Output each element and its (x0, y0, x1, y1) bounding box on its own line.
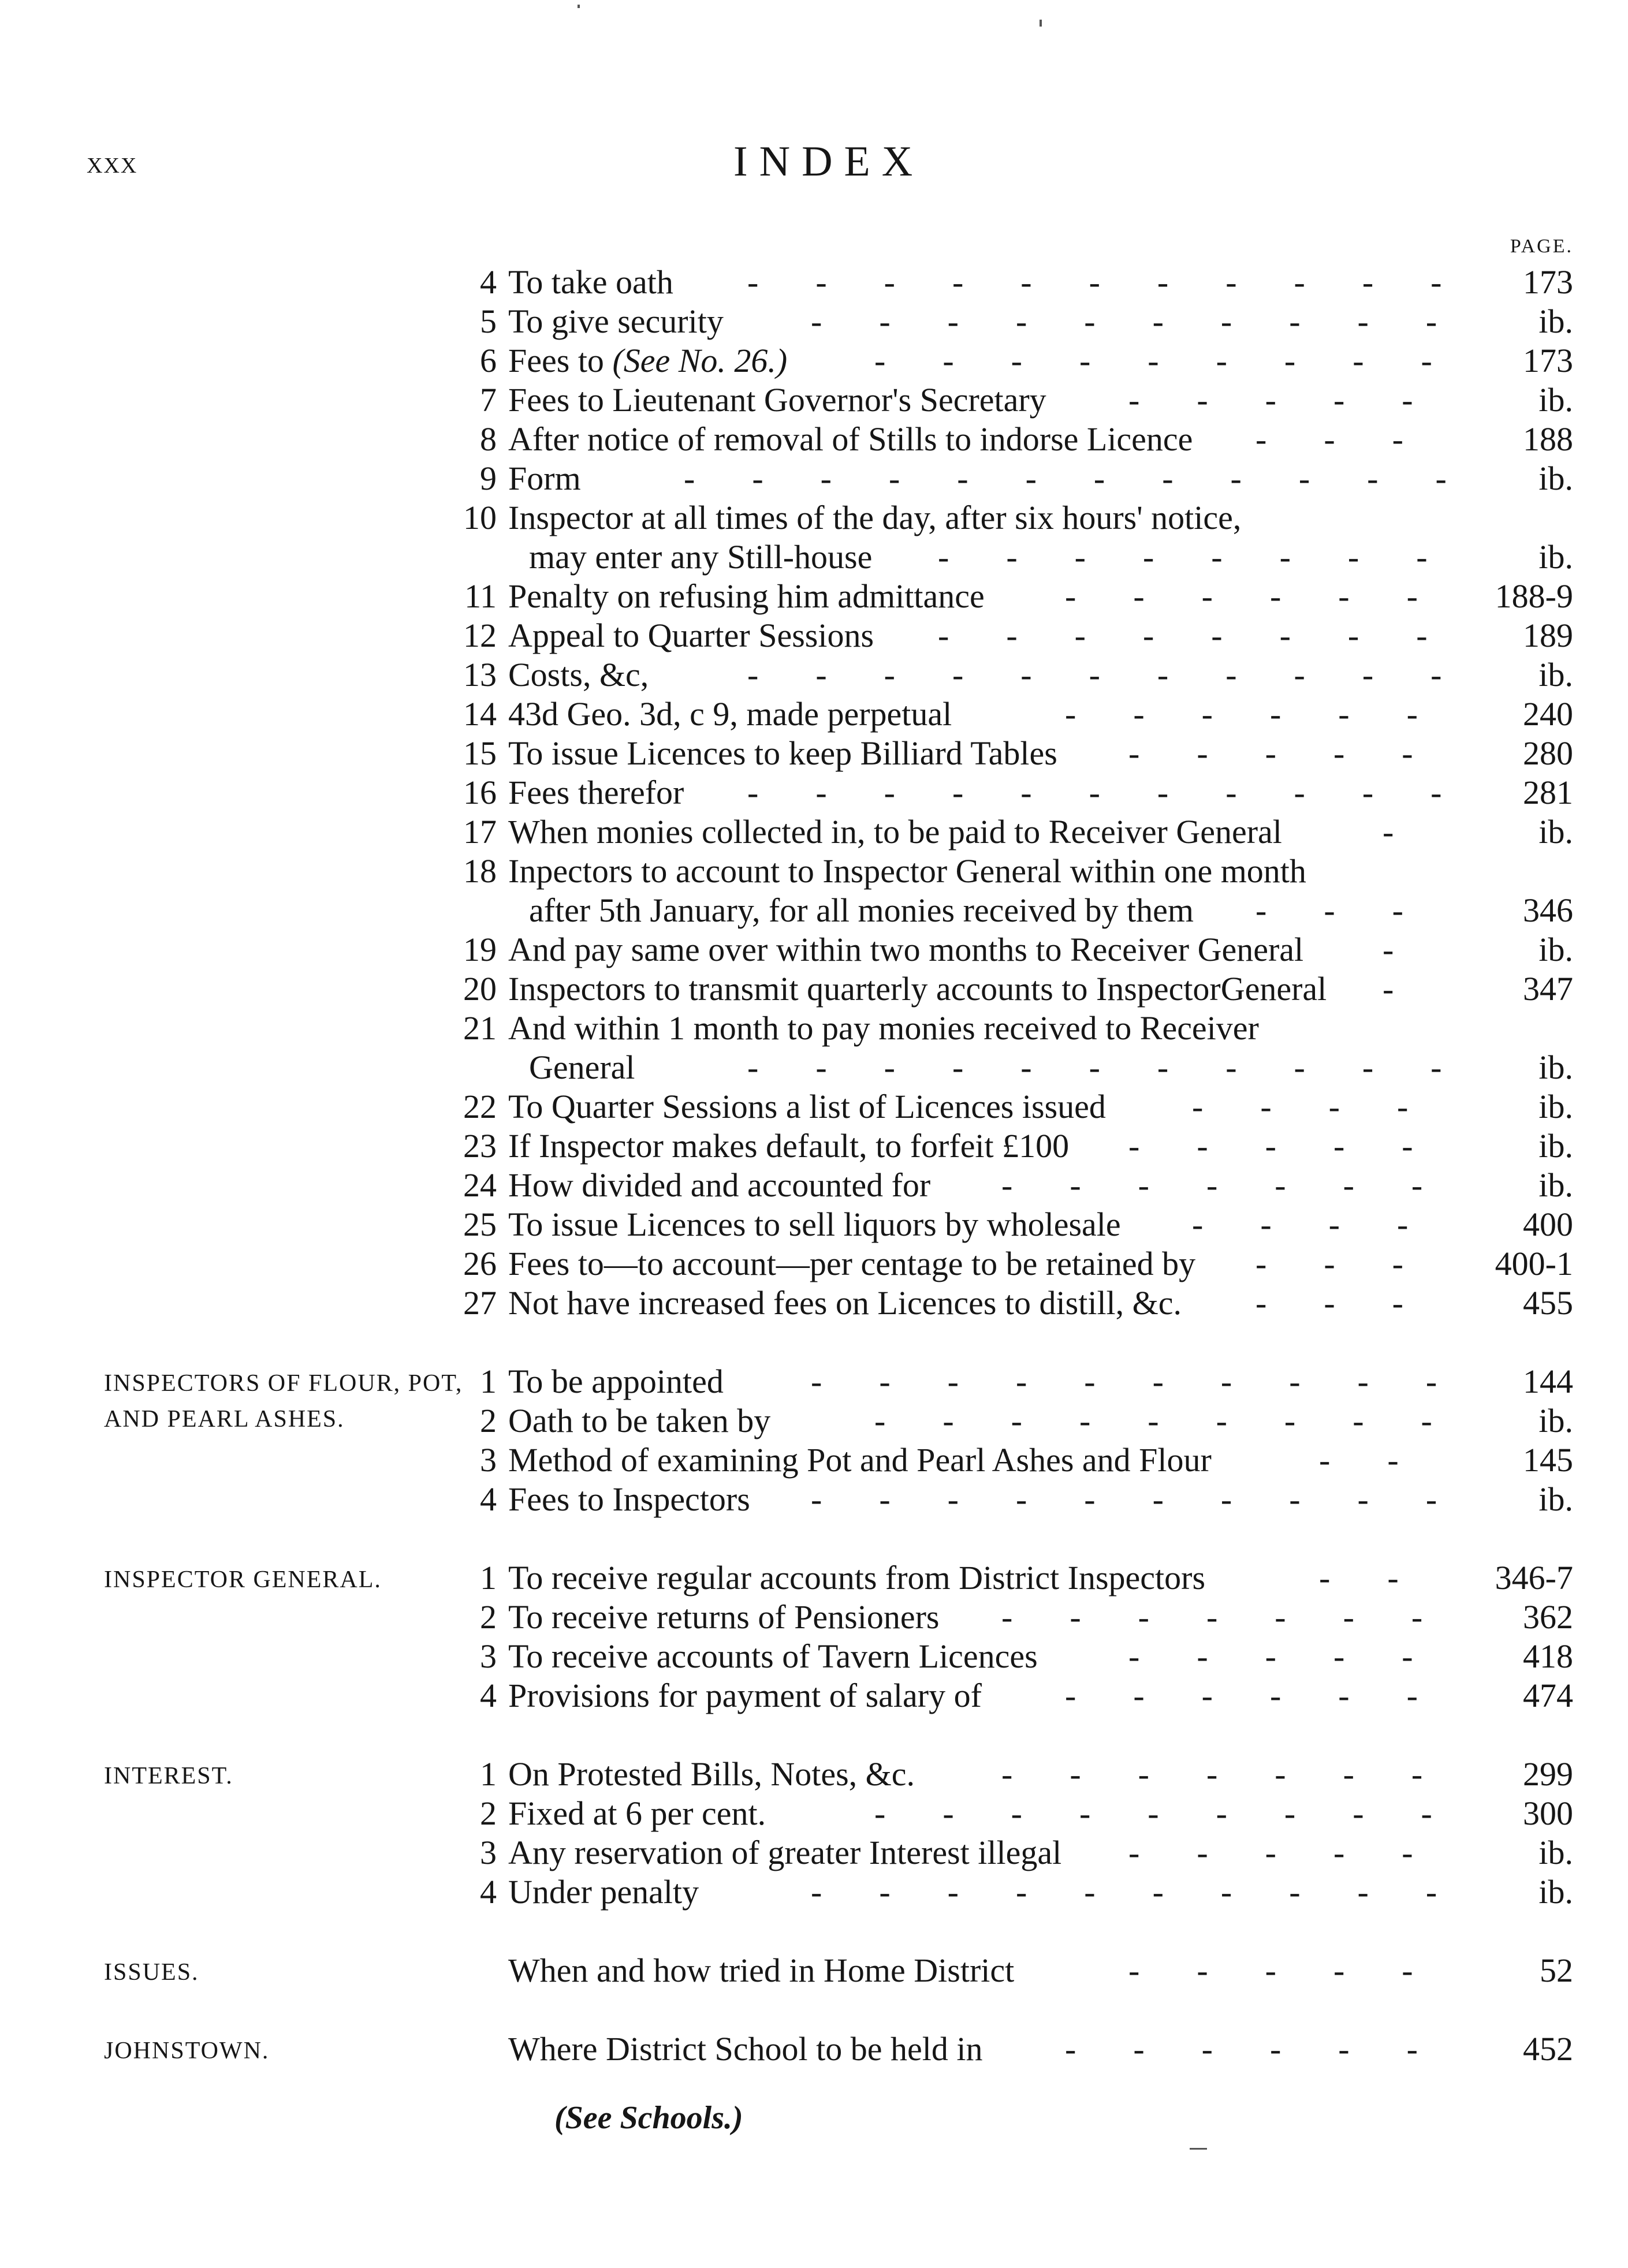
leader-dots: - - - - - (1128, 1127, 1414, 1165)
entry-number: 3 (480, 1834, 497, 1871)
leader-dots: - - - - - - - - - - - (747, 656, 1443, 693)
entry-number: 2 (480, 1598, 497, 1636)
leader-dots: - - - - - - - (1001, 1755, 1424, 1793)
entry-page: ib. (1538, 1127, 1573, 1165)
entry-page: ib. (1538, 1873, 1573, 1911)
entry-number: 12 (463, 617, 497, 654)
entry-page: 400 (1523, 1206, 1573, 1243)
entry-page: ib. (1538, 1166, 1573, 1204)
index-entry (0, 1676, 1628, 1715)
entry-text-line: Penalty on refusing him admittance (508, 577, 985, 615)
entry-number: 25 (463, 1206, 497, 1243)
leader-dots: - - - - - (1128, 1834, 1414, 1871)
leader-dots: - - - - - - - - - - - (747, 263, 1443, 301)
entry-text-line: After notice of removal of Stills to indorse Licence (508, 420, 1193, 458)
entry-number: 8 (480, 420, 497, 458)
index-entry (0, 1558, 1628, 1598)
entry-text-line: Where District School to be held in (508, 2030, 983, 2068)
entry-text-continuation: may enter any Still-house (529, 538, 873, 576)
index-group (0, 1755, 1628, 1912)
entry-page: ib. (1538, 1049, 1573, 1086)
entry-number: 22 (463, 1088, 497, 1125)
page-column-header: PAGE. (1510, 236, 1573, 257)
group-spacer (0, 1323, 1628, 1362)
entry-text-line: If Inspector makes default, to forfeit £100 (508, 1127, 1070, 1165)
index-entry (0, 773, 1628, 812)
entry-page: 189 (1523, 617, 1573, 654)
entry-text-line: Fees to (508, 342, 604, 379)
index-entry (0, 969, 1628, 1009)
entry-number: 1 (480, 1363, 497, 1400)
entry-number: 9 (480, 460, 497, 497)
leader-dots: - - - - - (1128, 381, 1414, 419)
print-speck (1040, 20, 1042, 27)
entry-text-line: Inspector at all times of the day, after six hours' notice, (508, 499, 1242, 536)
index-entry (0, 616, 1628, 655)
index-group (0, 1558, 1628, 1715)
entry-page: 145 (1523, 1441, 1573, 1479)
entry-text-line: Under penalty (508, 1873, 699, 1911)
entry-text-line: To be appointed (508, 1363, 724, 1400)
entry-text-continuation: General (529, 1049, 635, 1086)
entry-number: 13 (463, 656, 497, 693)
leader-dots: - - - - - - - - - - - (747, 774, 1443, 811)
entry-text-line: Inpectors to account to Inspector General within one month (508, 852, 1306, 890)
index-entry (0, 1284, 1628, 1323)
entry-number: 10 (463, 499, 497, 536)
index-entry (0, 1244, 1628, 1284)
index-entry (0, 341, 1628, 381)
index-entry (0, 1872, 1628, 1912)
index-entry (0, 1833, 1628, 1872)
entry-number: 3 (480, 1441, 497, 1479)
entry-number: 1 (480, 1559, 497, 1596)
print-speck (578, 5, 580, 8)
entry-page: ib. (1538, 538, 1573, 576)
entry-text-line: Fees to Lieutenant Governor's Secretary (508, 381, 1046, 419)
index-entry (0, 577, 1628, 616)
index-entry (0, 1362, 1628, 1401)
leader-dots: - - - - - - - - - (874, 1402, 1433, 1439)
leader-dots: - - - - - - - (1001, 1166, 1424, 1204)
group-spacer (0, 1912, 1628, 1951)
leader-dots: - - - (1256, 420, 1405, 458)
leader-dots: - - - - (1192, 1088, 1409, 1125)
entry-text-line: And within 1 month to pay monies received to Receiver (508, 1009, 1259, 1047)
index-heading: INSPECTORS OF FLOUR, POT, AND PEARL ASHES. (104, 1370, 463, 1433)
leader-dots: - - - - - - - - - (874, 342, 1433, 379)
entry-page: 400-1 (1495, 1245, 1573, 1282)
leader-dots: - (1383, 813, 1395, 850)
entry-page: ib. (1538, 1480, 1573, 1518)
entry-page: ib. (1538, 656, 1573, 693)
leader-dots: - - - - - - - - (938, 538, 1429, 576)
index-entry (0, 930, 1628, 969)
index-entry (0, 852, 1628, 930)
entry-text-line: To issue Licences to keep Billiard Tables (508, 734, 1057, 772)
entry-text-line: To take oath (508, 263, 673, 301)
entry-page: 452 (1523, 2030, 1573, 2068)
index-entry (0, 1166, 1628, 1205)
entry-text (508, 969, 1455, 1009)
entry-text-line: Method of examining Pot and Pearl Ashes and Flour (508, 1441, 1212, 1479)
leader-dots: - - - (1256, 1245, 1405, 1282)
entry-text-line: Provisions for payment of salary of (508, 1677, 982, 1714)
entry-page: 281 (1523, 774, 1573, 811)
entry-text-line: On Protested Bills, Notes, &c. (508, 1755, 915, 1793)
entry-text-line: And pay same over within two months to Receiver General (508, 931, 1304, 968)
entry-page: 346 (1523, 891, 1573, 929)
entry-page: 144 (1523, 1363, 1573, 1400)
index-entry (0, 1205, 1628, 1244)
leader-dots: - - - - - - - - - - - - (684, 460, 1448, 497)
index-heading: JOHNSTOWN. (104, 2038, 270, 2064)
entry-text-line: Fees therefor (508, 774, 684, 811)
entry-text-line: To receive accounts of Tavern Licences (508, 1637, 1038, 1675)
entry-text-line: To receive returns of Pensioners (508, 1598, 940, 1636)
entry-number: 4 (480, 1480, 497, 1518)
entry-text-line: When monies collected in, to be paid to Receiver General (508, 813, 1282, 850)
entry-number: 23 (463, 1127, 497, 1165)
index-heading: INSPECTOR GENERAL. (104, 1566, 382, 1593)
index-entry (0, 498, 1628, 577)
group-spacer (0, 1519, 1628, 1558)
entry-number: 11 (464, 577, 497, 615)
index-entry (0, 1480, 1628, 1519)
entry-page: 188-9 (1495, 577, 1573, 615)
group-spacer (0, 1990, 1628, 2030)
entry-text-line: To receive regular accounts from District Inspectors (508, 1559, 1206, 1596)
entry-number: 16 (463, 774, 497, 811)
leader-dots: - - - - - (1128, 1637, 1414, 1675)
entry-number: 4 (480, 1873, 497, 1911)
entry-page: 300 (1523, 1795, 1573, 1832)
index-entry (0, 420, 1628, 459)
leader-dots: - - - - (1192, 1206, 1409, 1243)
index-group (0, 263, 1628, 1323)
entry-page: 173 (1523, 342, 1573, 379)
folio-number: xxx (87, 145, 138, 180)
index-group (0, 1362, 1628, 1519)
index-body (0, 263, 1628, 2069)
entry-text-line: To give security (508, 303, 724, 340)
entry-page: 418 (1523, 1637, 1573, 1675)
entry-text (508, 812, 1455, 852)
entry-number: 20 (463, 970, 497, 1008)
entry-text-line: Fees to—to account—per centage to be retained by (508, 1245, 1196, 1282)
leader-dots: - - - - - - (1065, 695, 1419, 733)
index-group (0, 1951, 1628, 1990)
leader-dots: - - - - - - (1065, 577, 1419, 615)
index-entry (0, 1637, 1628, 1676)
entry-number: 18 (463, 852, 497, 890)
entry-text-line: Fees to Inspectors (508, 1480, 750, 1518)
index-entry (0, 655, 1628, 695)
entry-text-line: 43d Geo. 3d, c 9, made perpetual (508, 695, 952, 733)
entry-text-line: Any reservation of greater Interest illegal (508, 1834, 1062, 1871)
entry-page: 240 (1523, 695, 1573, 733)
index-entry (0, 1441, 1628, 1480)
entry-page: 52 (1540, 1952, 1573, 1989)
leader-dots: - - (1319, 1441, 1400, 1479)
index-entry (0, 1087, 1628, 1126)
entry-page: 188 (1523, 420, 1573, 458)
index-entry (0, 459, 1628, 498)
page-title: INDEX (733, 138, 925, 185)
entry-text-line: How divided and accounted for (508, 1166, 931, 1204)
index-entry (0, 381, 1628, 420)
index-entry (0, 1401, 1628, 1441)
leader-dots: - - - - - - - - - - (811, 1480, 1438, 1518)
entry-number: 15 (463, 734, 497, 772)
entry-number: 5 (480, 303, 497, 340)
index-entry (0, 734, 1628, 773)
entry-text-line: When and how tried in Home District (508, 1952, 1015, 1989)
entry-page: ib. (1538, 1834, 1573, 1871)
leader-dots: - - - - - - (1065, 1677, 1419, 1714)
leader-dots: - - (1319, 1559, 1400, 1596)
print-speck (1190, 2148, 1207, 2150)
entry-page: 455 (1523, 1284, 1573, 1322)
entry-page: 362 (1523, 1598, 1573, 1636)
leader-dots: - - - - - (1128, 1952, 1414, 1989)
leader-dots: - (1383, 970, 1395, 1008)
entry-number: 4 (480, 263, 497, 301)
leader-dots: - - - - - - - (1001, 1598, 1424, 1636)
entry-page: ib. (1538, 813, 1573, 850)
index-entry (0, 1951, 1628, 1990)
entry-number: 19 (463, 931, 497, 968)
entry-number: 27 (463, 1284, 497, 1322)
entry-number: 2 (480, 1402, 497, 1439)
entry-page: ib. (1538, 1088, 1573, 1125)
index-entry (0, 1126, 1628, 1166)
entry-text-line: Oath to be taken by (508, 1402, 771, 1439)
index-heading: INTEREST. (104, 1763, 233, 1789)
entry-page: ib. (1538, 460, 1573, 497)
entry-text-line: Form (508, 460, 581, 497)
index-group (0, 2030, 1628, 2069)
entry-text-continuation: after 5th January, for all monies received by them (529, 891, 1194, 929)
entry-text-line: To Quarter Sessions a list of Licences issued (508, 1088, 1106, 1125)
index-entry (0, 263, 1628, 302)
leader-dots: - - - (1256, 891, 1405, 929)
leader-dots: - - - - - (1128, 734, 1414, 772)
entry-page: ib. (1538, 931, 1573, 968)
entry-number: 26 (463, 1245, 497, 1282)
index-entry (0, 812, 1628, 852)
leader-dots: - - - - - - - - - - (811, 1363, 1438, 1400)
entry-page: ib. (1538, 1402, 1573, 1439)
entry-number: 6 (480, 342, 497, 379)
entry-number: 3 (480, 1637, 497, 1675)
entry-page: ib. (1538, 303, 1573, 340)
index-entry (0, 302, 1628, 341)
group-spacer (0, 1715, 1628, 1755)
entry-text-line: To issue Licences to sell liquors by wholesale (508, 1206, 1121, 1243)
entry-text-line: Not have increased fees on Licences to distill, &c. (508, 1284, 1182, 1322)
leader-dots: - - - - - - - - - - (811, 303, 1438, 340)
entry-number: 7 (480, 381, 497, 419)
entry-number: 24 (463, 1166, 497, 1204)
entry-text-line: Appeal to Quarter Sessions (508, 617, 874, 654)
index-entry (0, 1009, 1628, 1087)
entry-page: 474 (1523, 1677, 1573, 1714)
leader-dots: - - - - - - (1065, 2030, 1419, 2068)
cross-reference: (See No. 26.) (603, 342, 788, 379)
leader-dots: - - - - - - - - (938, 617, 1429, 654)
leader-dots: - - - (1256, 1284, 1405, 1322)
entry-text (508, 930, 1455, 969)
index-entry (0, 1794, 1628, 1833)
index-entry (0, 695, 1628, 734)
entry-page: 173 (1523, 263, 1573, 301)
entry-number: 2 (480, 1795, 497, 1832)
entry-page: 280 (1523, 734, 1573, 772)
index-heading: ISSUES. (104, 1959, 199, 1986)
entry-page: 346-7 (1495, 1559, 1573, 1596)
see-also-note: (See Schools.) (554, 2100, 743, 2136)
entry-page: 299 (1523, 1755, 1573, 1793)
leader-dots: - - - - - - - - - - - (747, 1049, 1443, 1086)
entry-number: 17 (463, 813, 497, 850)
entry-number: 4 (480, 1677, 497, 1714)
entry-number: 1 (480, 1755, 497, 1793)
leader-dots: - - - - - - - - - - (811, 1873, 1438, 1911)
entry-number: 21 (463, 1009, 497, 1047)
leader-dots: - (1383, 931, 1395, 968)
index-entry (0, 1598, 1628, 1637)
entry-number: 14 (463, 695, 497, 733)
entry-text-line: Fixed at 6 per cent. (508, 1795, 766, 1832)
index-entry (0, 2030, 1628, 2069)
entry-page: 347 (1523, 970, 1573, 1008)
entry-text (508, 1441, 1455, 1480)
index-entry (0, 1755, 1628, 1794)
entry-page: ib. (1538, 381, 1573, 419)
entry-text-line: Costs, &c, (508, 656, 649, 693)
entry-text-line: Inspectors to transmit quarterly accounts to InspectorGeneral (508, 970, 1327, 1008)
entry-text (508, 1558, 1455, 1598)
leader-dots: - - - - - - - - - (874, 1795, 1433, 1832)
